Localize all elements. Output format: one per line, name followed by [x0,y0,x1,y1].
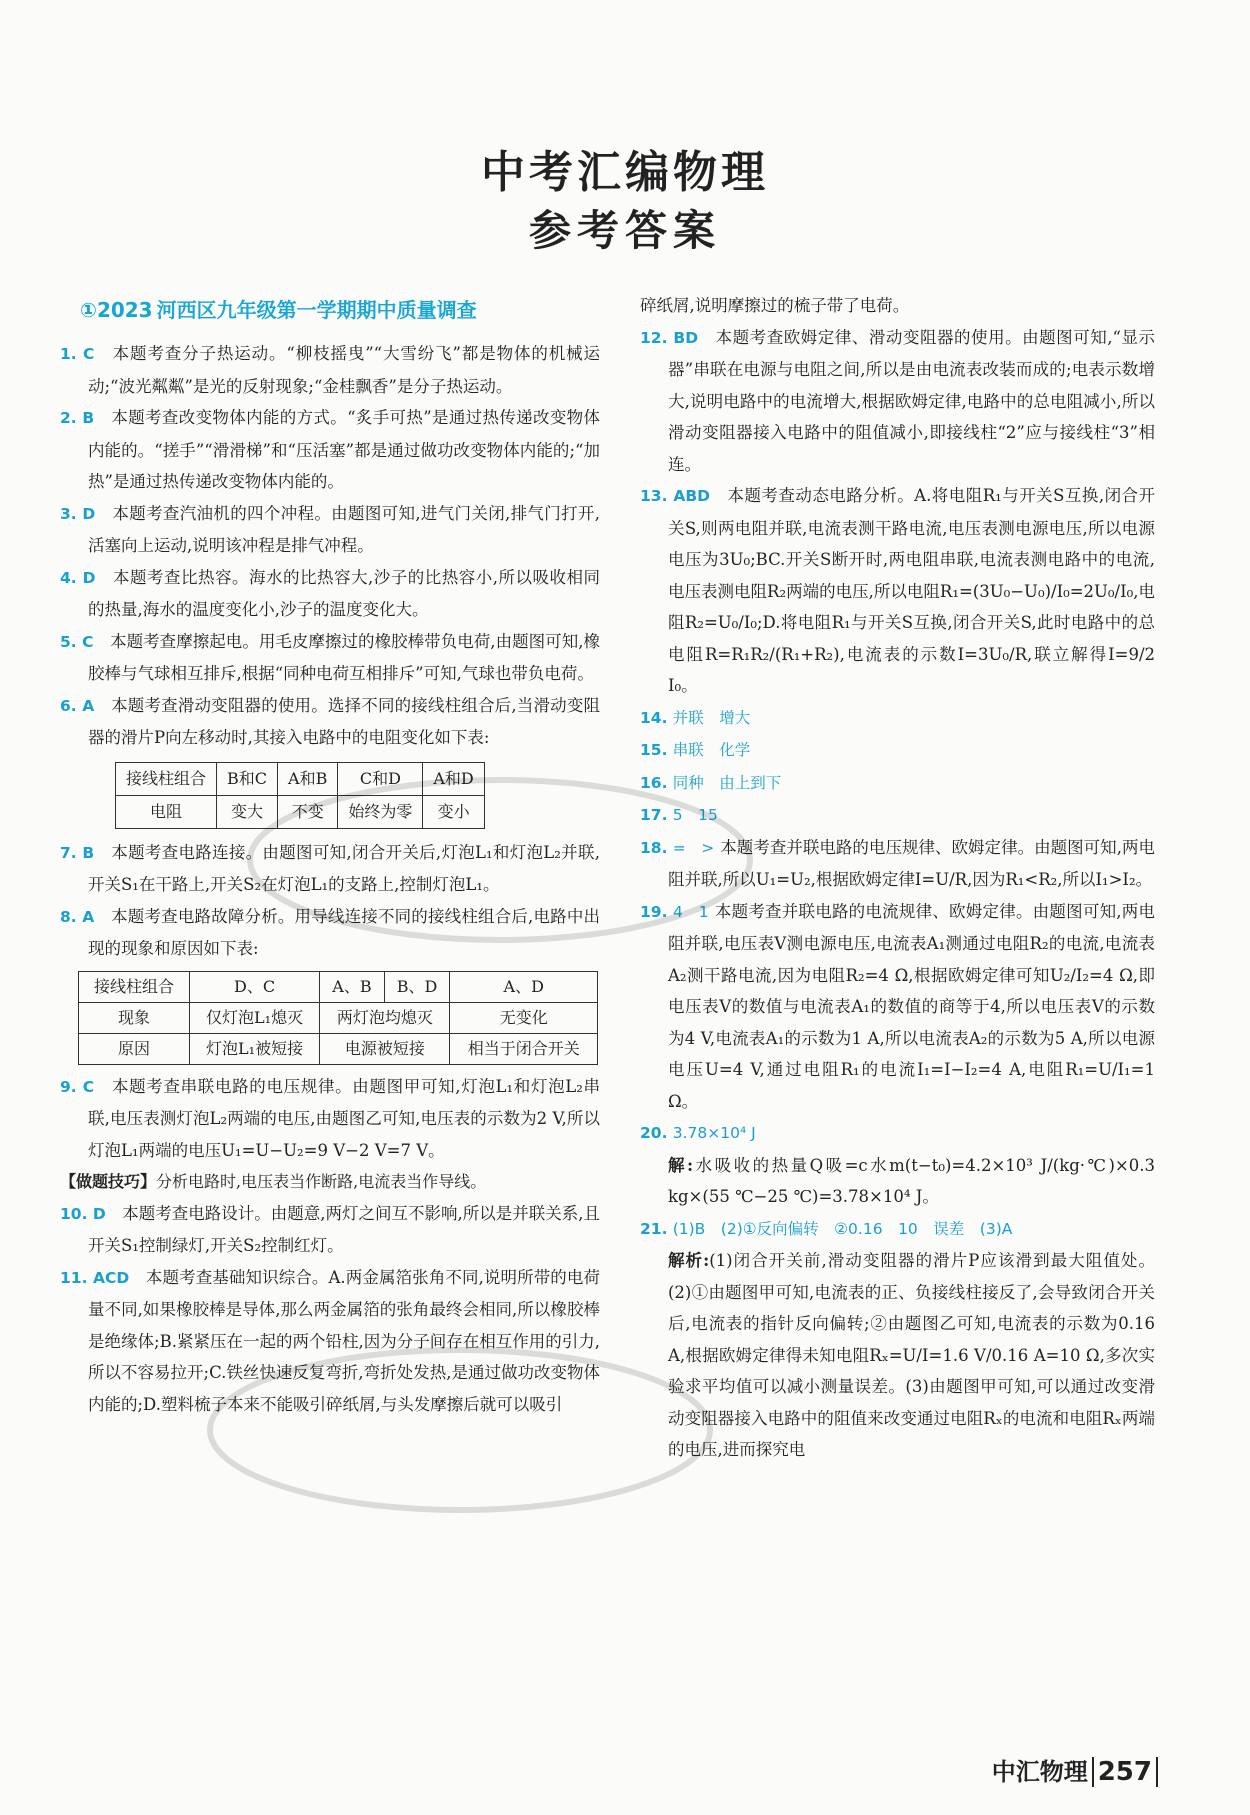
answer-item [60,498,600,562]
tip-box [60,1166,600,1198]
answer-item [640,832,1155,896]
page-title: 中考汇编物理 [481,147,769,198]
answer-number: 3. D [60,504,96,523]
answer-item [60,901,600,965]
answer-number: 13. ABD [640,487,711,505]
section-name: 河西区九年级第一学期期中质量调查 [156,298,477,322]
answer-text: 本题考查滑动变阻器的使用。选择不同的接线柱组合后,当滑动变阻器的滑片P向左移动时,其接入电路中的电阻变化如下表: [88,695,600,747]
table-cell: A、D [450,971,598,1002]
answer-text: 本题考查比热容。海水的比热容大,沙子的比热容小,所以吸收相同的热量,海水的温度变化小,沙子的温度变化大。 [88,567,600,619]
answer-item [640,702,1155,735]
answer-item [640,734,1155,767]
table-row [116,795,485,828]
table-cell: 电源被短接 [320,1033,450,1064]
table-cell: 电阻 [116,795,217,828]
answer-text: 本题考查并联电路的电流规律、欧姆定律。由题图可知,两电阻并联,电压表V测电源电压,电流表A₁测通过电阻R₂的电流,电流表A₂测干路电流,因为电阻R₂=4 Ω,根据欧姆定律可知U₂/I₂=4 Ω,即电压表V的数值与电流表A₁的数值的商等于4,所以电压表V的示数为4 V,电流表A₁的示数为1 A,所以电流表A₂的示数为5 A,所以电源电压U=4 V,通过电阻R₁的电流I₁=I−I₂=4 A,电阻R₁=U/I₁=1 Ω。 [668,901,1156,1111]
table-cell: 变大 [217,795,278,828]
answer-item [60,562,600,626]
tip-label: 【做题技巧】 [60,1172,157,1191]
answer-text: 本题考查改变物体内能的方式。“炙手可热”是通过热传递改变物体内能的。“搓手”“滑滑梯”和“压活塞”都是通过做功改变物体内能的;“加热”是通过热传递改变物体内能的。 [88,408,601,491]
answer-number: 7. B [60,843,95,862]
table-cell: 接线柱组合 [79,971,190,1002]
answer-text: 本题考查电路设计。由题意,两灯之间互不影响,所以是并联关系,且开关S₁控制绿灯,开关S₂控制红灯。 [88,1203,600,1255]
table-row [79,1002,598,1033]
table-cell: B和C [217,762,278,795]
answer-text: 本题考查分子热运动。“柳枝摇曳”“大雪纷飞”都是物体的机械运动;“波光粼粼”是光的反射现象;“金桂飘香”是分子热运动。 [88,344,600,396]
answer-item [60,1071,600,1167]
table-cell: A、B [320,971,384,1002]
answer-number: 4. D [60,568,96,587]
answer-item [60,1198,600,1262]
answer-number: 2. B [60,409,95,427]
footer-label: 中汇物理 [991,1758,1088,1786]
table-cell: D、C [189,971,319,1002]
page-subtitle: 参考答案 [528,206,721,255]
table-cell: 仅灯泡L₁熄灭 [189,1002,319,1033]
answer-text: 本题考查欧姆定律、滑动变阻器的使用。由题图可知,“显示器”串联在电源与电阻之间,所以是由电流表改装而成的;电表示数增大,说明电路中的电流增大,根据欧姆定律,电路中的总电阻减小,所以滑动变阻器接入电路中的阻值减小,即接线柱“2”应与接线柱“3”相连。 [668,327,1155,474]
answer-number: 14. [640,708,668,727]
answer-value: 4 1 [672,902,709,921]
answer-number: 1. C [60,345,95,363]
answer-text: 本题考查摩擦起电。用毛皮摩擦过的橡胶棒带负电荷,由题图可知,橡胶棒与气球相互排斥,根据“同种电荷互相排斥”可知,气球也带负电荷。 [88,631,601,683]
answer-number: 6. A [60,696,95,715]
table-cell: B、D [384,971,450,1002]
answer-item [60,338,600,402]
answer-number: 21. [640,1219,668,1238]
fault-table [78,971,598,1065]
solution-label: 解: [668,1155,694,1175]
answer-value: 5 15 [672,806,718,824]
section-year: 2023 [96,298,153,322]
answer-item [640,480,1155,702]
table-cell: 原因 [79,1033,190,1064]
tip-text: 分析电路时,电压表当作断路,电流表当作导线。 [156,1172,487,1191]
table-row [116,762,485,795]
solution-body: 水吸收的热量Q吸=c水m(t−t₀)=4.2×10³ J/(kg·℃)×0.3 kg×(55 ℃−25 ℃)=3.78×10⁴ J。 [668,1155,1156,1206]
answer-text: 本题考查汽油机的四个冲程。由题图可知,进气门关闭,排气门打开,活塞向上运动,说明该冲程是排气冲程。 [88,503,600,555]
table-row [79,971,598,1002]
answer-item [60,837,600,901]
answer-item [640,896,1155,1118]
solution-text [640,1150,1155,1213]
answer-number: 12. BD [640,328,699,347]
table-cell: 两灯泡均熄灭 [320,1002,450,1033]
answer-number: 15. [640,741,668,759]
page-footer [992,1752,1158,1787]
solution-body: (1)闭合开关前,滑动变阻器的滑片P应该滑到最大阻值处。(2)①由题图甲可知,电流表的正、负接线柱接反了,会导致闭合开关后,电流表的指针反向偏转;②由题图乙可知,电流表的示数为0.16 A,根据欧姆定律得未知电阻Rₓ=U/I=1.6 V/0.16 A=10 Ω,多次实验求平均值可以减小测量误差。(3)由题图甲可知,可以通过改变滑动变阻器接入电路中的阻值来改变通过电阻Rₓ的电流和电阻Rₓ两端的电压,进而探究电 [668,1251,1155,1459]
table-cell: 始终为零 [338,795,423,828]
answer-number: 17. [640,806,668,824]
answer-text: 本题考查动态电路分析。A.将电阻R₁与开关S互换,闭合开关S,则两电阻并联,电流表测干路电流,电压表测电源电压,所以电源电压为3U₀;BC.开关S断开时,两电阻串联,电流表测电路中的电流,电压表测电阻R₂两端的电压,所以电阻R₁=(3U₀−U₀)/I₀=2U₀/I₀,电阻R₂=U₀/I₀;D.将电阻R₁与开关S互换,闭合开关S,此时电路中的总电阻R=R₁R₂/(R₁+R₂),电流表的示数I=3U₀/R,联立解得I=9/2 I₀。 [668,486,1156,695]
answer-value: 同种 由上到下 [672,773,782,792]
table-cell: 不变 [278,795,338,828]
left-column [60,292,600,1420]
answer-value: 并联 增大 [672,708,751,727]
page-number: 257 [1092,1757,1158,1787]
answer-number: 10. D [60,1204,106,1223]
resistance-table [115,762,485,829]
answer-number: 19. [640,902,668,921]
answer-item [640,767,1155,800]
answer-number: 16. [640,773,668,792]
right-column [640,290,1155,1466]
table-cell: A和B [278,762,338,795]
continued-text: 碎纸屑,说明摩擦过的梳子带了电荷。 [640,296,910,315]
table-cell: A和D [423,762,484,795]
answer-item [640,799,1155,832]
answer-value: 3.78×10⁴ J [672,1124,756,1142]
table-cell: C和D [338,762,423,795]
answer-number: 5. C [60,632,94,651]
answer-value: (1)B (2)①反向偏转 ②0.16 10 误差 (3)A [672,1219,1013,1238]
table-cell: 接线柱组合 [116,762,217,795]
table-cell: 无变化 [450,1002,598,1033]
answer-value: 串联 化学 [672,741,751,759]
table-cell: 灯泡L₁被短接 [189,1033,319,1064]
answer-value: = > [672,838,715,857]
answer-number: 20. [640,1124,668,1142]
answer-number: 18. [640,838,668,857]
answer-number: 8. A [60,907,95,926]
answer-text: 本题考查电路故障分析。用导线连接不同的接线柱组合后,电路中出现的现象和原因如下表: [88,906,600,958]
table-cell: 现象 [79,1002,190,1033]
answer-text: 本题考查串联电路的电压规律。由题图甲可知,灯泡L₁和灯泡L₂串联,电压表测灯泡L₂两端的电压,由题图乙可知,电压表的示数为2 V,所以灯泡L₁两端的电压U₁=U−U₂=9 V−2 V=7 V。 [88,1076,601,1160]
answer-item [640,1117,1155,1150]
answer-item [640,322,1155,481]
solution-label: 解析: [668,1251,710,1270]
answer-item [60,626,600,690]
table-cell: 相当于闭合开关 [450,1033,598,1064]
answer-item [60,402,600,498]
answer-text: 本题考查并联电路的电压规律、欧姆定律。由题图可知,两电阻并联,所以U₁=U₂,根据欧姆定律I=U/R,因为R₁<R₂,所以I₁>I₂。 [668,837,1155,889]
table-cell: 变小 [423,795,484,828]
table-row [79,1033,598,1064]
answer-number: 11. ACD [60,1268,130,1287]
answer-item [60,1262,600,1421]
section-circle: ① [80,298,97,322]
answer-number: 9. C [60,1077,95,1096]
answer-text: 本题考查电路连接。由题图可知,闭合开关后,灯泡L₁和灯泡L₂并联,开关S₁在干路上,开关S₂在灯泡L₁的支路上,控制灯泡L₁。 [88,842,600,894]
answer-item [640,1213,1155,1246]
answer-text: 本题考查基础知识综合。A.两金属箔张角不同,说明所带的电荷量不同,如果橡胶棒是导体,那么两金属箔的张角最终会相同,所以橡胶棒是绝缘体;B.紧紧压在一起的两个铅柱,因为分子间存在相互作用的引力,所以不容易拉开;C.铁丝快速反复弯折,弯折处发热,是通过做功改变物体内能的;D.塑料梳子本来不能吸引碎纸屑,与头发摩擦后就可以吸引 [88,1267,601,1414]
section-heading [80,292,600,328]
answer-item [60,690,600,754]
solution-text [640,1245,1155,1466]
